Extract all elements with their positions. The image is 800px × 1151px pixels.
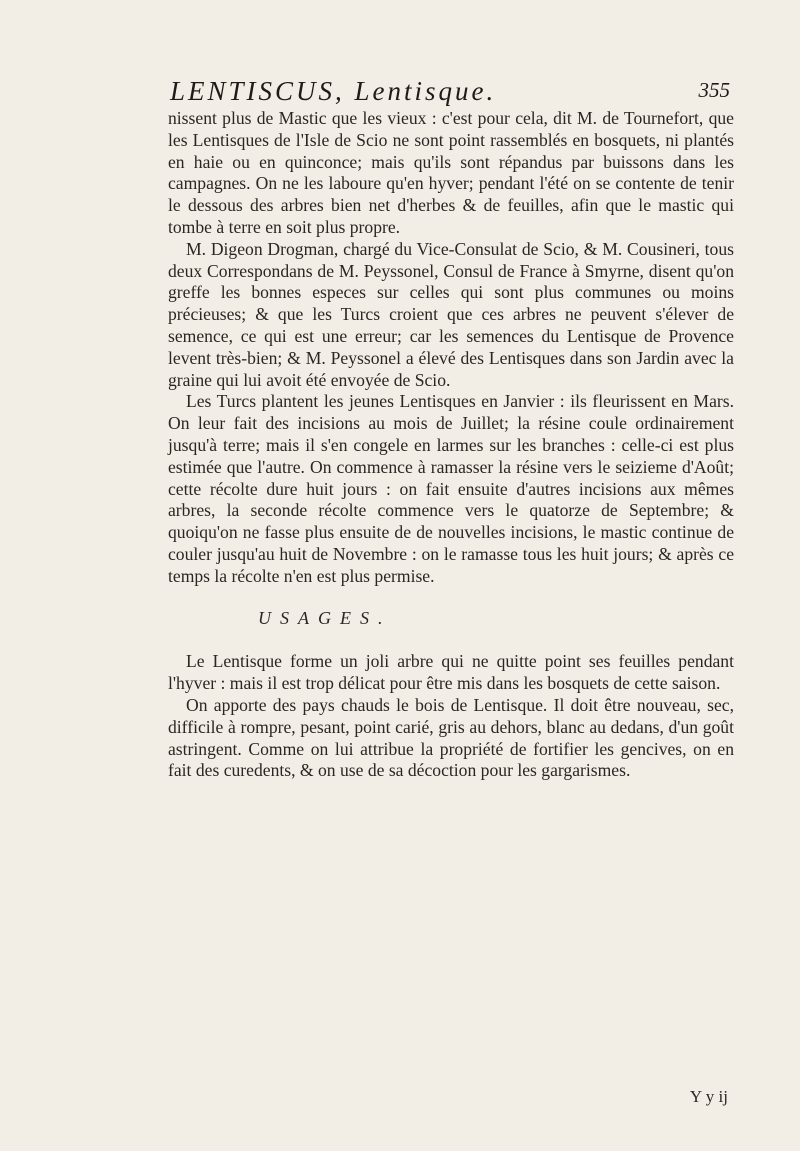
signature-mark: Y y ij [689, 1087, 728, 1106]
body-text [168, 108, 734, 782]
paragraph: M. Digeon Drogman, chargé du Vice-Consulat de Scio, & M. Cousineri, tous deux Correspondans de M. Peyssonel, Consul de France à Smyrne, disent qu'on greffe les bonnes especes sur celles qui sont plus communes ou moins précieuses; & que les Turcs croient que ces arbres ne peuvent s'élever de semence, ce qui est une erreur; car les semences du Lentisque de Provence levent très-bien; & M. Peyssonel a élevé des Lentisques dans son Jardin avec la graine qui lui avoit été envoyée de Scio. [168, 238, 734, 390]
paragraph: Le Lentisque forme un joli arbre qui ne quitte point ses feuilles pendant l'hyver : mais il est trop délicat pour être mis dans les bosquets de cette saison. [168, 651, 734, 694]
running-title: LENTISCUS, Lentisque. [170, 76, 497, 106]
paragraph: Les Turcs plantent les jeunes Lentisques en Janvier : ils fleurissent en Mars. On leur fait des incisions au mois de Juillet; la résine coule ordinairement jusqu'à terre; mais il s'en congele en larmes sur les branches : celle-ci est plus estimée que l'autre. On commence à ramasser la résine vers le seizieme d'Août; cette récolte dure huit jours : on fait ensuite d'autres incisions aux mêmes arbres, la seconde récolte commence vers le quatorze de Septembre; & quoiqu'on ne fasse plus ensuite de de nouvelles incisions, le mastic continue de couler jusqu'au huit de Novembre : on le ramasse tous les huit jours; & après ce temps la récolte n'en est plus permise. [168, 391, 734, 586]
paragraph: nissent plus de Mastic que les vieux : c'est pour cela, dit M. de Tournefort, que les Lentisques de l'Isle de Scio ne sont point rassemblés en bosquets, ni plantés en haie ou en quinconce; mais qu'ils sont répandus par buissons dans les campagnes. On ne les laboure qu'en hyver; pendant l'été on se contente de tenir le dessous des arbres bien net d'herbes & de feuilles, afin que le mastic qui tombe à terre en soit plus propre. [168, 108, 734, 237]
page-header [170, 76, 730, 106]
paragraph: On apporte des pays chauds le bois de Lentisque. Il doit être nouveau, sec, difficile à rompre, pesant, point carié, gris au dehors, blanc au dedans, d'un goût astringent. Comme on lui attribue la propriété de fortifier les gencives, on en fait des curedents, & on use de sa décoction pour les gargarismes. [168, 694, 734, 781]
page-number: 355 [698, 78, 730, 102]
section-heading: USAGES. [258, 607, 392, 628]
